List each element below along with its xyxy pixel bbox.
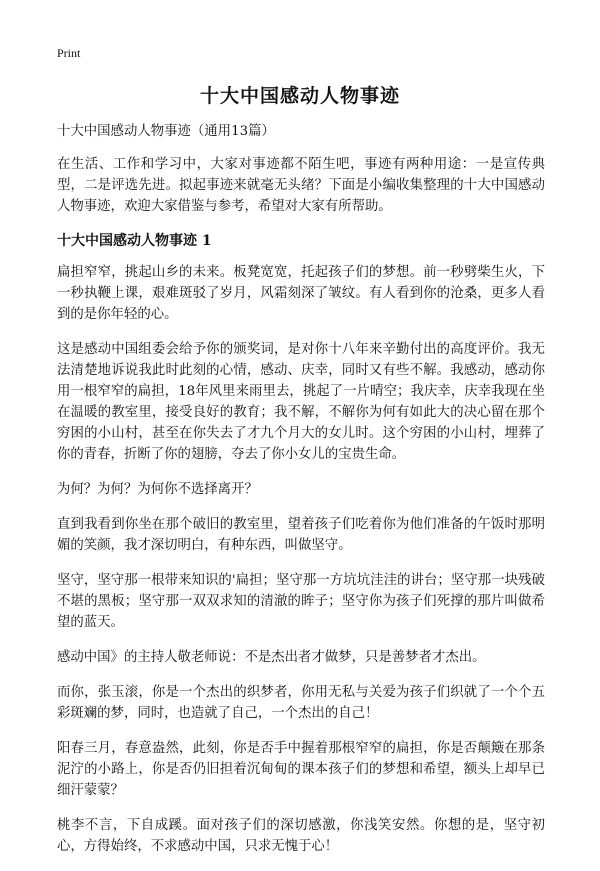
print-link[interactable]: Print (57, 46, 81, 60)
section-heading: 十大中国感动人物事迹 1 (57, 233, 212, 249)
paragraph-4: 直到我看到你坐在那个破旧的教室里，望着孩子们吃着你为他们准备的午饭时那明媚的笑颜，我才深切明白，有种东西，叫做坚守。 (57, 517, 545, 553)
intro-paragraph: 在生活、工作和学习中，大家对事迹都不陌生吧，事迹有两种用途：一是宣传典型，二是评选先进。拟起事迹来就毫无头绪？下面是小编收集整理的十大中国感动人物事迹，欢迎大家借鉴与参考，希望对大家有所帮助。 (57, 157, 545, 214)
paragraph-3: 为何？为何？为何你不选择离开？ (57, 482, 258, 497)
article-body (57, 121, 545, 871)
article-subtitle: 十大中国感动人物事迹（通用13篇） (57, 124, 275, 139)
paragraph-9: 桃李不言，下自成蹊。面对孩子们的深切感激，你浅笑安然。你想的是，坚守初心，方得始终，不求感动中国，只求无愧于心！ (57, 818, 545, 854)
paragraph-7: 而你，张玉滚，你是一个杰出的织梦者，你用无私与关爱为孩子们织就了一个个五彩斑斓的梦，同时，也造就了自己，一个杰出的自己！ (57, 685, 545, 721)
paragraph-1: 扁担窄窄，挑起山乡的未来。板凳宽宽，托起孩子们的梦想。前一秒劈柴生火，下一秒执鞭上课，艰难斑驳了岁月，风霜刻深了皱纹。有人看到你的沧桑，更多人看到的是你年轻的心。 (57, 265, 545, 322)
paragraph-6: 感动中国》的主持人敬老师说：不是杰出者才做梦，只是善梦者才杰出。 (57, 650, 486, 665)
page-title: 十大中国感动人物事迹 (199, 85, 400, 107)
paragraph-2: 这是感动中国组委会给予你的颁奖词，是对你十八年来辛勤付出的高度评价。我无法清楚地诉说我此时此刻的心情，感动、庆幸，同时又有些不解。我感动，感动你用一根窄窄的扁担，18年风里来雨里去，挑起了一片晴空；我庆幸，庆幸我现在坐在温暖的教室里，接受良好的教育；我不解，不解你为何有如此大的决心留在那个穷困的小山村，甚至在你失去了才九个月大的女儿时。这个穷困的小山村，埋葬了你的青春，折断了你的翅膀，夺去了你小女儿的宝贵生命。 (57, 342, 545, 462)
paragraph-5: 坚守，坚守那一根带来知识的'扁担；坚守那一方坑坑洼洼的讲台；坚守那一块残破不堪的黑板；坚守那一双双求知的清澈的眸子；坚守你为孩子们死撑的那片叫做希望的蓝天。 (57, 573, 545, 630)
paragraph-8: 阳春三月，春意盎然，此刻，你是否手中握着那根窄窄的扁担，你是否颠簸在那条泥泞的小路上，你是否仍旧担着沉甸甸的课本孩子们的梦想和希望，额头上却早已细汗蒙蒙？ (57, 741, 545, 798)
